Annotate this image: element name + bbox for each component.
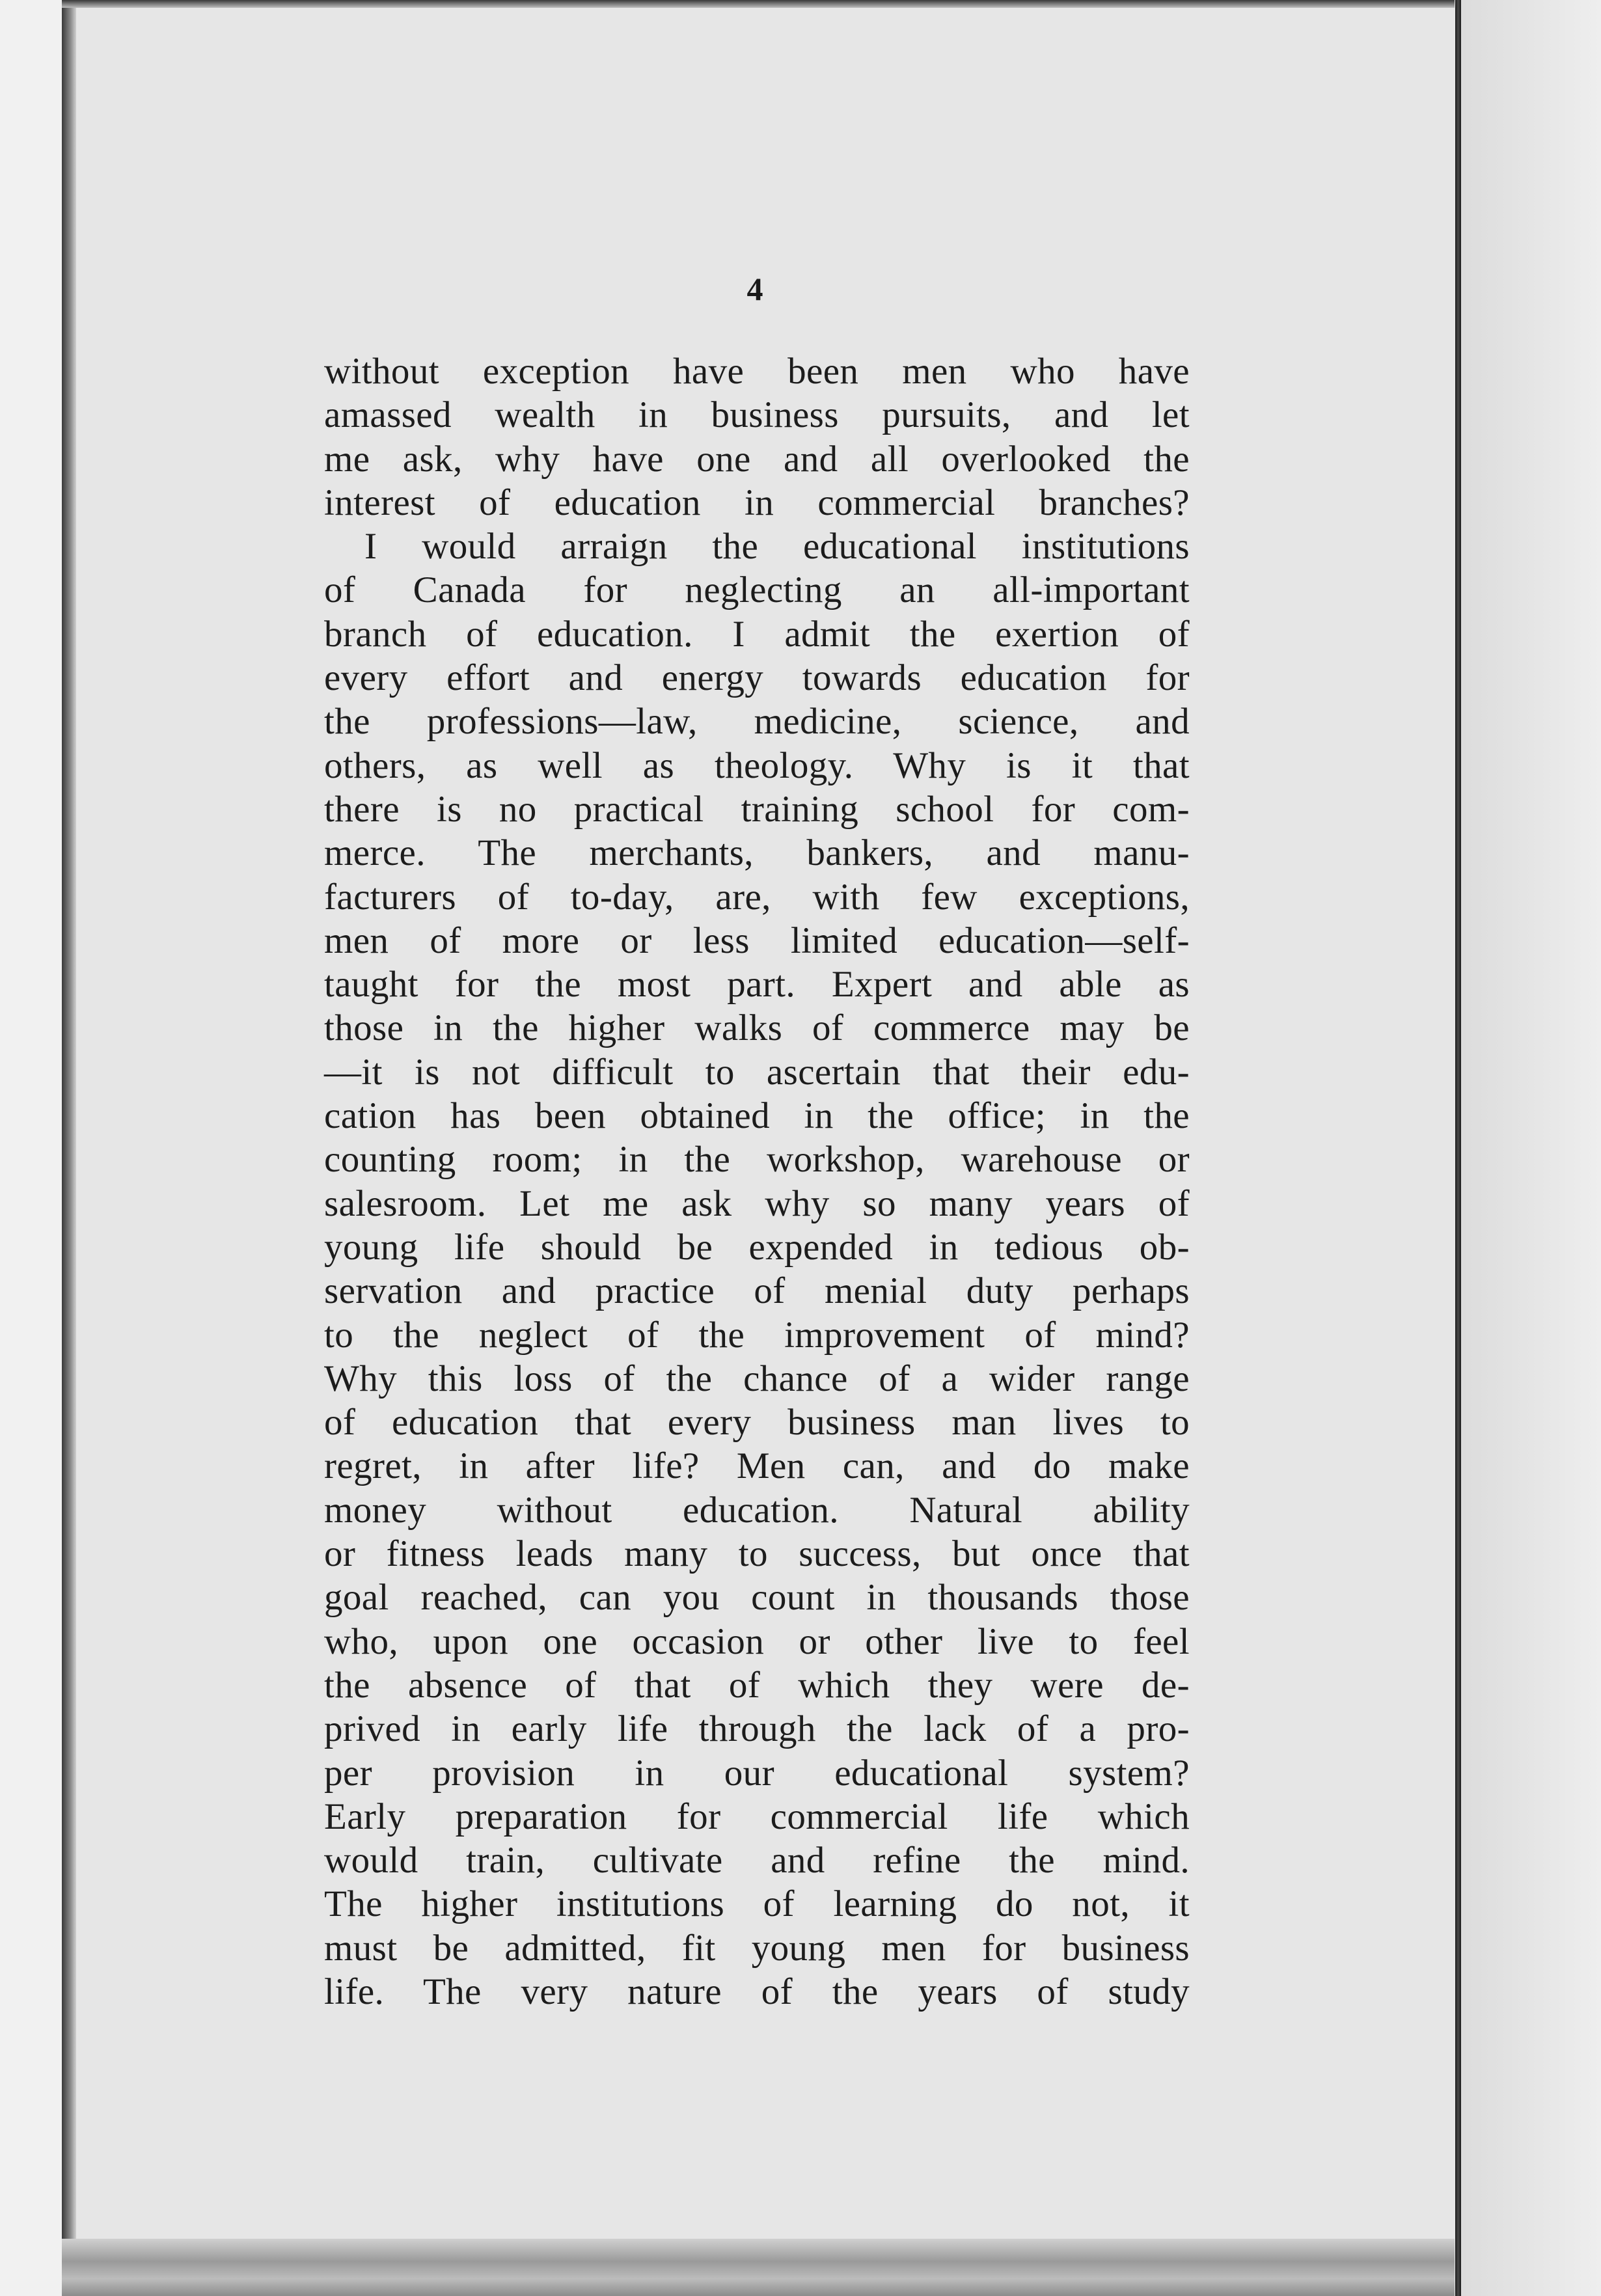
text-line: Early preparation for commercial life which (324, 1796, 1190, 1837)
text-line: must be admitted, fit young men for business (324, 1927, 1190, 1969)
text-line: who, upon one occasion or other live to feel (324, 1620, 1190, 1662)
text-line: young life should be expended in tedious ob- (324, 1226, 1190, 1268)
text-line: regret, in after life? Men can, and do make (324, 1445, 1190, 1487)
text-line: —it is not difficult to ascertain that their edu- (324, 1051, 1190, 1093)
text-line: there is no practical training school for com- (324, 788, 1190, 830)
page-left-edge (62, 0, 76, 2296)
body-text (324, 349, 1190, 2014)
text-line: Why this loss of the chance of a wider range (324, 1358, 1190, 1399)
text-line: servation and practice of menial duty perhaps (324, 1270, 1190, 1312)
text-line: facturers of to-day, are, with few exceptions, (324, 876, 1190, 918)
text-line: me ask, why have one and all overlooked the (324, 438, 1190, 480)
text-line: men of more or less limited education—self- (324, 920, 1190, 961)
text-line: would train, cultivate and refine the mind. (324, 1840, 1190, 1881)
adjacent-page-strip (1461, 0, 1601, 2296)
text-line: I would arraign the educational institutions (364, 526, 1190, 567)
text-line: prived in early life through the lack of a pro- (324, 1708, 1190, 1750)
text-line: without exception have been men who have (324, 351, 1190, 392)
page-top-edge (62, 0, 1455, 8)
text-line: per provision in our educational system? (324, 1752, 1190, 1794)
text-line: interest of education in commercial branches? (324, 482, 1190, 523)
text-line: the professions—law, medicine, science, and (324, 701, 1190, 743)
page-fold-line (1455, 0, 1461, 2296)
page-number: 4 (746, 271, 763, 307)
text-line: money without education. Natural ability (324, 1489, 1190, 1531)
text-line: goal reached, can you count in thousands those (324, 1577, 1190, 1619)
text-line: every effort and energy towards education for (324, 657, 1190, 699)
text-line: of education that every business man lives to (324, 1402, 1190, 1443)
text-line: branch of education. I admit the exertion of (324, 613, 1190, 655)
text-line: others, as well as theology. Why is it that (324, 745, 1190, 786)
text-line: The higher institutions of learning do not, it (324, 1883, 1190, 1925)
text-line: salesroom. Let me ask why so many years of (324, 1182, 1190, 1224)
page-bottom-edge (62, 2239, 1455, 2296)
left-margin (0, 0, 62, 2296)
text-line: those in the higher walks of commerce may be (324, 1007, 1190, 1049)
text-line: amassed wealth in business pursuits, and let (324, 394, 1190, 436)
text-line: counting room; in the workshop, warehouse or (324, 1139, 1190, 1181)
text-line: merce. The merchants, bankers, and manu- (324, 832, 1190, 874)
text-line: to the neglect of the improvement of mind? (324, 1314, 1190, 1356)
text-line: life. The very nature of the years of study (324, 1971, 1190, 2012)
text-line: of Canada for neglecting an all-important (324, 569, 1190, 611)
text-line: or fitness leads many to success, but once that (324, 1533, 1190, 1575)
text-line: taught for the most part. Expert and able as (324, 964, 1190, 1005)
text-line: the absence of that of which they were de- (324, 1664, 1190, 1706)
text-line: cation has been obtained in the office; in the (324, 1095, 1190, 1137)
